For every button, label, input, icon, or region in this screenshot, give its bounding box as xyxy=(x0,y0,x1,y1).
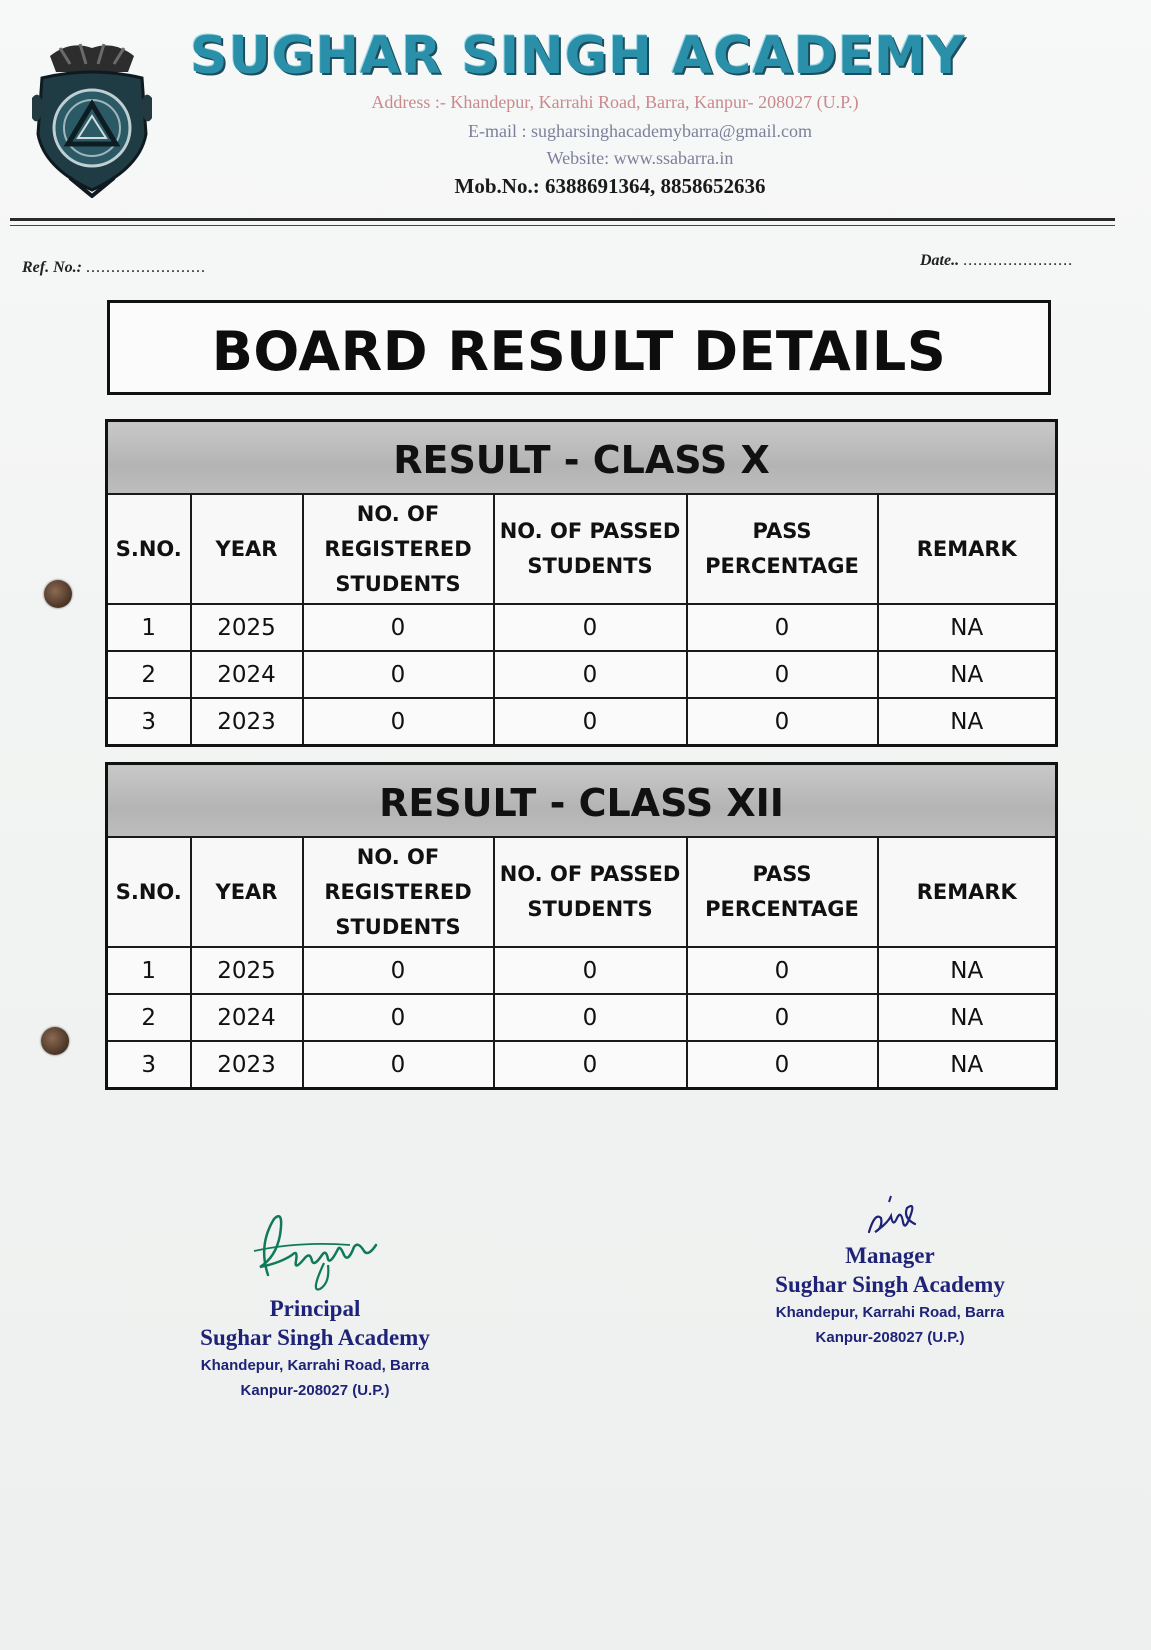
header-registered xyxy=(303,494,494,604)
cell-registered: 0 xyxy=(303,947,494,994)
cell-sno: 1 xyxy=(107,947,191,994)
cell-sno: 2 xyxy=(107,994,191,1041)
header-remark: REMARK xyxy=(878,494,1057,604)
school-name: SUGHAR SINGH ACADEMY xyxy=(190,26,966,86)
cell-pass-percentage: 0 xyxy=(687,994,878,1041)
table-caption: RESULT - CLASS XII xyxy=(107,764,1057,838)
cell-remark: NA xyxy=(878,994,1057,1041)
manager-signature-icon xyxy=(845,1188,935,1242)
header-passed-line1: NO. OF PASSED xyxy=(499,519,681,543)
table-header-row xyxy=(107,494,1057,604)
ref-no-dots: ........................ xyxy=(85,259,206,276)
header-sno: S.NO. xyxy=(107,837,191,947)
school-website: Website: www.ssabarra.in xyxy=(546,148,734,168)
header-passed xyxy=(494,494,687,604)
header-passed-line1: NO. OF PASSED xyxy=(499,862,681,886)
table-row xyxy=(107,604,1057,651)
page-title: BOARD RESULT DETAILS xyxy=(211,320,947,383)
school-email: E-mail : sugharsinghacademybarra@gmail.com xyxy=(468,121,812,141)
table-row xyxy=(107,1041,1057,1089)
cell-registered: 0 xyxy=(303,698,494,746)
header-remark: REMARK xyxy=(878,837,1057,947)
title-box xyxy=(107,300,1051,395)
header-divider xyxy=(10,218,1115,221)
header-pass-percentage xyxy=(687,837,878,947)
cell-registered: 0 xyxy=(303,651,494,698)
table-caption: RESULT - CLASS X xyxy=(107,421,1057,495)
cell-year: 2023 xyxy=(191,698,303,746)
result-class-x xyxy=(105,419,1055,747)
cell-passed: 0 xyxy=(494,651,687,698)
principal-addr-line1: Khandepur, Karrahi Road, Barra xyxy=(200,1357,430,1374)
date-dots: ...................... xyxy=(963,252,1074,269)
cell-sno: 2 xyxy=(107,651,191,698)
date-label: Date.. xyxy=(920,252,960,269)
result-table-class-xii xyxy=(105,762,1058,1090)
cell-registered: 0 xyxy=(303,1041,494,1089)
header-registered-line1: NO. OF xyxy=(356,501,440,526)
header-sno: S.NO. xyxy=(107,494,191,604)
header-year: YEAR xyxy=(191,837,303,947)
cell-sno: 3 xyxy=(107,1041,191,1089)
ref-no xyxy=(22,259,206,277)
cell-pass-percentage: 0 xyxy=(687,698,878,746)
header-pass-pct-line1: PASS xyxy=(752,862,812,886)
principal-addr-line2: Kanpur-208027 (U.P.) xyxy=(240,1382,390,1399)
manager-signature-block xyxy=(740,1240,1040,1350)
header-pass-pct-line1: PASS xyxy=(752,519,812,543)
header-pass-percentage xyxy=(687,494,878,604)
header-registered-line2: REGISTERED xyxy=(324,879,472,904)
date-field xyxy=(920,252,1073,270)
cell-pass-percentage: 0 xyxy=(687,1041,878,1089)
school-address: Address :- Khandepur, Karrahi Road, Barra, Kanpur- 208027 (U.P.) xyxy=(371,92,859,112)
header-divider-thin xyxy=(10,225,1115,226)
principal-org: Sughar Singh Academy xyxy=(200,1325,430,1350)
header-registered-line3: STUDENTS xyxy=(335,914,461,939)
cell-year: 2023 xyxy=(191,1041,303,1089)
principal-title: Principal xyxy=(269,1296,361,1321)
ref-no-label: Ref. No.: xyxy=(22,259,82,276)
cell-year: 2025 xyxy=(191,947,303,994)
punch-hole xyxy=(44,580,72,608)
header-passed-line2: STUDENTS xyxy=(527,554,653,578)
manager-org: Sughar Singh Academy xyxy=(775,1272,1005,1297)
table-row xyxy=(107,994,1057,1041)
result-table-class-x xyxy=(105,419,1058,747)
cell-registered: 0 xyxy=(303,994,494,1041)
cell-remark: NA xyxy=(878,947,1057,994)
principal-signature-block xyxy=(165,1205,465,1403)
cell-registered: 0 xyxy=(303,604,494,651)
cell-pass-percentage: 0 xyxy=(687,604,878,651)
header-registered-line2: REGISTERED xyxy=(324,536,472,561)
table-row xyxy=(107,698,1057,746)
school-mobile: Mob.No.: 6388691364, 8858652636 xyxy=(454,174,766,198)
header-pass-pct-line2: PERCENTAGE xyxy=(705,897,859,921)
header-registered-line1: NO. OF xyxy=(356,844,440,869)
cell-remark: NA xyxy=(878,651,1057,698)
punch-hole xyxy=(41,1027,69,1055)
cell-sno: 1 xyxy=(107,604,191,651)
cell-remark: NA xyxy=(878,604,1057,651)
manager-title: Manager xyxy=(845,1243,935,1268)
cell-sno: 3 xyxy=(107,698,191,746)
table-row xyxy=(107,651,1057,698)
result-class-xii xyxy=(105,762,1055,1090)
table-row xyxy=(107,947,1057,994)
header-registered-line3: STUDENTS xyxy=(335,571,461,596)
cell-passed: 0 xyxy=(494,947,687,994)
table-header-row xyxy=(107,837,1057,947)
cell-pass-percentage: 0 xyxy=(687,651,878,698)
header-pass-pct-line2: PERCENTAGE xyxy=(705,554,859,578)
cell-remark: NA xyxy=(878,698,1057,746)
cell-remark: NA xyxy=(878,1041,1057,1089)
cell-year: 2024 xyxy=(191,994,303,1041)
header-passed xyxy=(494,837,687,947)
cell-pass-percentage: 0 xyxy=(687,947,878,994)
school-crest-icon xyxy=(30,38,154,198)
cell-passed: 0 xyxy=(494,698,687,746)
cell-year: 2024 xyxy=(191,651,303,698)
header-registered xyxy=(303,837,494,947)
cell-passed: 0 xyxy=(494,604,687,651)
principal-signature-icon xyxy=(240,1205,390,1295)
manager-addr-line1: Khandepur, Karrahi Road, Barra xyxy=(775,1304,1005,1321)
cell-passed: 0 xyxy=(494,994,687,1041)
manager-addr-line2: Kanpur-208027 (U.P.) xyxy=(815,1329,965,1346)
header-year: YEAR xyxy=(191,494,303,604)
cell-year: 2025 xyxy=(191,604,303,651)
cell-passed: 0 xyxy=(494,1041,687,1089)
header-passed-line2: STUDENTS xyxy=(527,897,653,921)
